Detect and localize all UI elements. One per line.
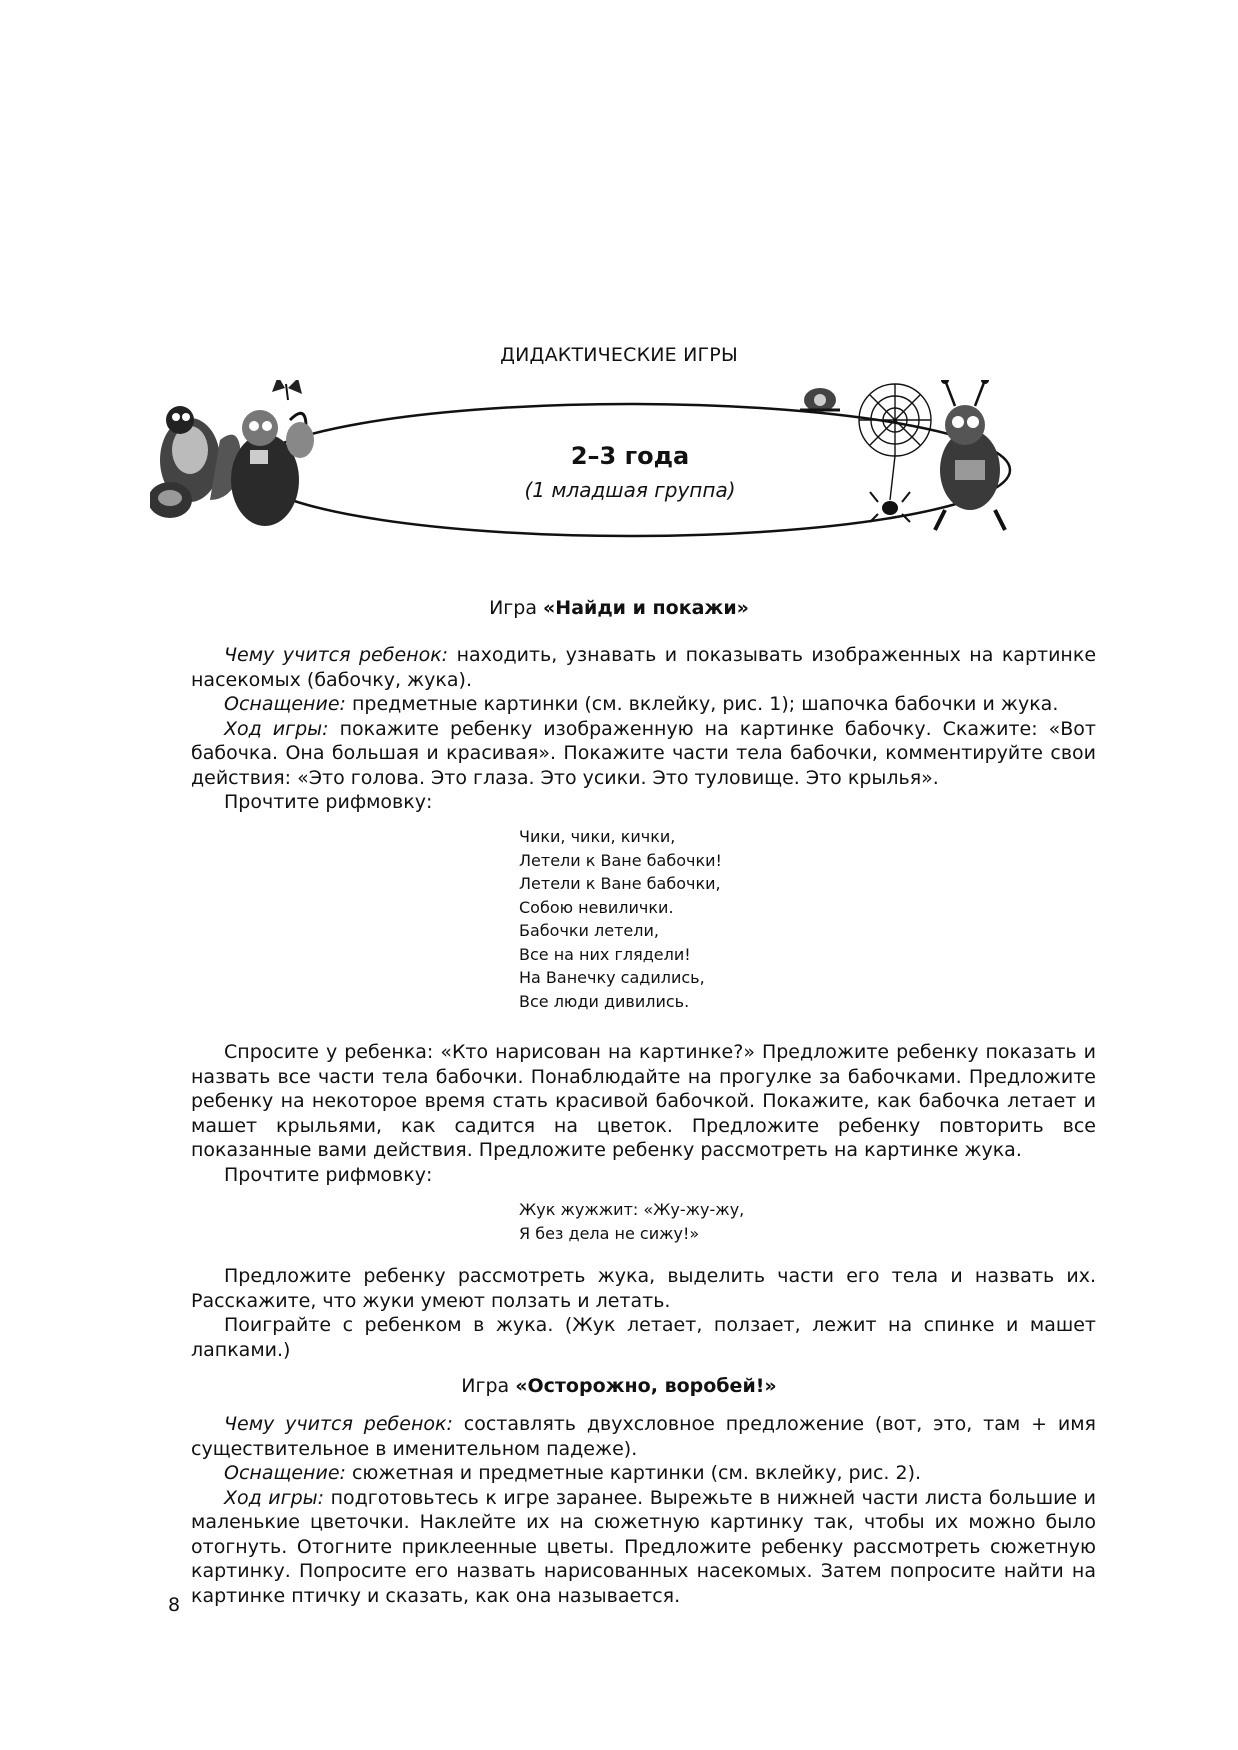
poem-line: Я без дела не сижу!»	[519, 1223, 700, 1243]
poem	[519, 1198, 744, 1245]
poem-line: Бабочки летели,	[519, 921, 659, 940]
poem-line: На Ванечку садились,	[519, 968, 705, 987]
banner-illustration	[150, 380, 1110, 560]
snail-icon	[800, 388, 840, 412]
poem-line: Все на них глядели!	[519, 944, 691, 964]
paragraph-lead: Чему учится ребенок:	[224, 1413, 453, 1435]
section-banner	[150, 380, 1110, 560]
game-title-1	[0, 597, 1238, 619]
poem-line: Летели к Ване бабочки!	[519, 850, 722, 870]
paragraph-text: Предложите ребенку рассмотреть жука, выделить части его тела и назвать их. Расскажите, что жуки умеют ползать и летать.	[191, 1265, 1096, 1312]
paragraph-text: Прочтите рифмовку:	[224, 791, 433, 813]
paragraph	[191, 1040, 1096, 1187]
paragraph-text: составлять двухсловное предложение (вот, это, там + имя существительное в именительном падеже).	[191, 1413, 1096, 1460]
banner-oval	[250, 404, 1010, 536]
poem-line: Чики, чики, кички,	[519, 827, 676, 846]
game-title-prefix: Игра	[489, 597, 544, 619]
paragraph-lead: Ход игры:	[224, 717, 329, 740]
running-head: ДИДАКТИЧЕСКИЕ ИГРЫ	[500, 344, 738, 366]
paragraph-text: Прочтите рифмовку:	[224, 1163, 433, 1186]
paragraph	[191, 1264, 1096, 1362]
game-title-name: «Найди и покажи»	[543, 597, 749, 619]
paragraph-text: подготовьтесь к игре заранее. Вырежьте в нижней части листа большие и маленькие цветочки. Наклейте их на сюжетную картинку так, чтобы их можно было отогнуть. Отогните приклеенные цветы. Предложите ребенку рассмотреть сюжетную картинку. Попросите его назвать нарисованных насекомых. Затем попросите найти на картинке птичку и сказать, как она называется.	[191, 1486, 1096, 1607]
paragraph-text: сюжетная и предметные картинки (см. вклейку, рис. 2).	[345, 1462, 922, 1484]
paragraph-lead: Чему учится ребенок:	[224, 644, 449, 666]
poem-line: Летели к Ване бабочки,	[519, 874, 721, 893]
paragraph-lead: Ход игры:	[224, 1486, 325, 1509]
paragraph-lead: Оснащение:	[224, 1462, 346, 1484]
banner-title: 2–3 года	[570, 442, 690, 470]
paragraph-lead: Оснащение:	[224, 693, 346, 715]
paragraph-text: предметные картинки (см. вклейку, рис. 1); шапочка бабочки и жука.	[345, 693, 1059, 715]
poem	[519, 825, 722, 1013]
page-number: 8	[168, 1594, 181, 1616]
poem-line: Собою невилички.	[519, 897, 674, 917]
paragraph-text: Поиграйте с ребенком в жука. (Жук летает, ползает, лежит на спинке и машет лапками.)	[191, 1314, 1096, 1361]
game-title-prefix: Игра	[461, 1375, 516, 1397]
poem-line: Жук жужжит: «Жу-жу-жу,	[519, 1200, 745, 1219]
butterfly-icon	[272, 380, 302, 400]
game-title-name: «Осторожно, воробей!»	[515, 1375, 777, 1397]
banner-subtitle: (1 младшая группа)	[524, 478, 736, 502]
paragraph-text: Спросите у ребенка: «Кто нарисован на картинке?» Предложите ребенку показать и назвать все части тела бабочки. Понаблюдайте на прогулке за бабочками. Предложите ребенку на некоторое время стать красивой бабочкой. Покажите, как бабочка летает и машет крыльями, как садится на цветок. Предложите ребенку повторить все показанные вами действия. Предложите ребенку рассмотреть на картинке жука.	[191, 1041, 1096, 1161]
poem-line: Все люди дивились.	[519, 991, 690, 1011]
paragraph	[191, 1412, 1096, 1608]
paragraph	[191, 643, 1096, 815]
paragraph-text: покажите ребенку изображенную на картинке бабочку. Скажите: «Вот бабочка. Она большая и красивая». Покажите части тела бабочки, комментируйте свои действия: «Это голова. Это глаза. Это усики. Это туловище. Это крылья».	[191, 717, 1096, 789]
game-title-2	[0, 1375, 1238, 1397]
paragraph-text: находить, узнавать и показывать изображенных на картинке насекомых (бабочку, жука).	[191, 644, 1097, 691]
